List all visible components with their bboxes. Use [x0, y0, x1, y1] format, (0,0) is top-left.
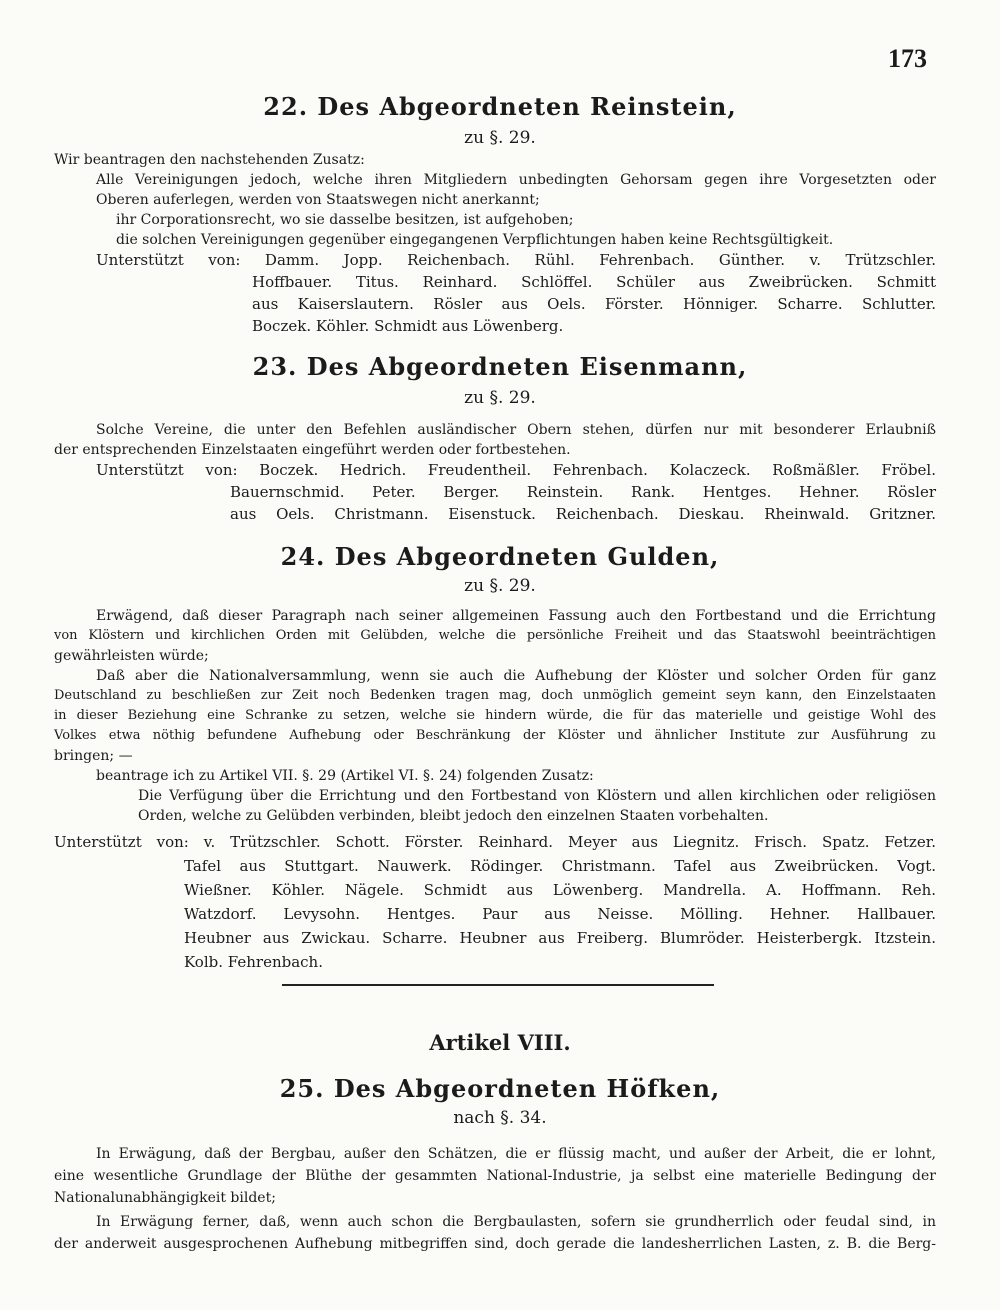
text-line: In Erwägung ferner, daß, wenn auch schon die Bergbaulasten, sofern sie grundherrlich oder feudal sind, in	[96, 1214, 936, 1230]
support-line: Kolb. Fehrenbach.	[184, 953, 323, 971]
text-line: die solchen Vereinigungen gegenüber eingegangenen Verpflichtungen haben keine Rechtsgültigkeit.	[116, 232, 834, 248]
article-heading: Artikel VIII.	[429, 1030, 571, 1055]
text-line: In Erwägung, daß der Bergbau, außer den Schätzen, die er flüssig macht, und außer der Arbeit, die er lohnt,	[96, 1146, 936, 1162]
text-line: Deutschland zu beschließen zur Zeit noch Bedenken tragen mag, doch unmöglich gemeint seyn kann, den Einzelstaaten	[54, 688, 936, 703]
intro-reinstein: Wir beantragen den nachstehenden Zusatz:	[54, 152, 365, 168]
heading-reinstein: 22. Des Abgeordneten Reinstein,	[263, 92, 737, 121]
support-line: Heubner aus Zwickau. Scharre. Heubner aus Freiberg. Blumröder. Heisterbergk. Itzstein.	[184, 929, 936, 947]
text-line: Volkes etwa nöthig befundene Aufhebung oder Beschränkung der Klöster und ähnlicher Institute zur Ausführung zu	[54, 728, 936, 743]
text-line: Alle Vereinigungen jedoch, welche ihren Mitgliedern unbedingten Gehorsam gegen ihre Vorgesetzten oder	[96, 172, 936, 188]
support-line: Unterstützt von: Boczek. Hedrich. Freudentheil. Fehrenbach. Kolaczeck. Roßmäßler. Fröbel.	[96, 461, 936, 479]
text-line: gewährleisten würde;	[54, 648, 209, 664]
text-line: Orden, welche zu Gelübden verbinden, bleibt jedoch den einzelnen Staaten vorbehalten.	[138, 808, 769, 824]
support-line: Wießner. Köhler. Nägele. Schmidt aus Löwenberg. Mandrella. A. Hoffmann. Reh.	[184, 881, 936, 899]
support-line: Bauernschmid. Peter. Berger. Reinstein. Rank. Hentges. Hehner. Rösler	[230, 483, 936, 501]
text-line: Erwägend, daß dieser Paragraph nach seiner allgemeinen Fassung auch den Fortbestand und die Errichtung	[96, 608, 936, 624]
text-line: beantrage ich zu Artikel VII. §. 29 (Artikel VI. §. 24) folgenden Zusatz:	[96, 768, 594, 784]
text-line: der anderweit ausgesprochenen Aufhebung mitbegriffen sind, doch gerade die landesherrlichen Lasten, z. B. die Berg-	[54, 1236, 936, 1252]
text-line: Solche Vereine, die unter den Befehlen ausländischer Obern stehen, dürfen nur mit besonderer Erlaubniß	[96, 422, 936, 438]
support-line: aus Kaiserslautern. Rösler aus Oels. Förster. Hönniger. Scharre. Schlutter.	[252, 295, 936, 313]
text-line: Daß aber die Nationalversammlung, wenn sie auch die Aufhebung der Klöster und solcher Orden für ganz	[96, 668, 936, 684]
section-divider	[282, 984, 714, 986]
text-line: in dieser Beziehung eine Schranke zu setzen, welche sie hindern würde, die für das materielle und geistige Wohl des	[54, 708, 936, 723]
page-number: 173	[888, 44, 927, 73]
text-line: der entsprechenden Einzelstaaten eingeführt werden oder fortbestehen.	[54, 442, 571, 458]
text-line: von Klöstern und kirchlichen Orden mit Gelübden, welche die persönliche Freiheit und das Staatswohl beeinträchtigen	[54, 628, 936, 643]
support-line: Tafel aus Stuttgart. Nauwerk. Rödinger. Christmann. Tafel aus Zweibrücken. Vogt.	[184, 857, 936, 875]
support-line: Hoffbauer. Titus. Reinhard. Schlöffel. Schüler aus Zweibrücken. Schmitt	[252, 273, 936, 291]
support-line: Boczek. Köhler. Schmidt aus Löwenberg.	[252, 317, 564, 335]
heading-eisenmann: 23. Des Abgeordneten Eisenmann,	[252, 352, 748, 381]
heading-hoefken: 25. Des Abgeordneten Höfken,	[279, 1074, 721, 1103]
subheading-reinstein: zu §. 29.	[464, 128, 536, 148]
text-line: Nationalunabhängigkeit bildet;	[54, 1190, 276, 1206]
support-line: aus Oels. Christmann. Eisenstuck. Reichenbach. Dieskau. Rheinwald. Gritzner.	[230, 505, 936, 523]
text-line: bringen; —	[54, 748, 133, 764]
text-line: Die Verfügung über die Errichtung und den Fortbestand von Klöstern und allen kirchlichen oder religiösen	[138, 788, 936, 804]
support-line: Unterstützt von: Damm. Jopp. Reichenbach. Rühl. Fehrenbach. Günther. v. Trützschler.	[96, 251, 936, 269]
text-line: ihr Corporationsrecht, wo sie dasselbe besitzen, ist aufgehoben;	[116, 212, 574, 228]
support-line: Watzdorf. Levysohn. Hentges. Paur aus Neisse. Mölling. Hehner. Hallbauer.	[184, 905, 936, 923]
text-line: eine wesentliche Grundlage der Blüthe der gesammten National-Industrie, ja selbst eine materielle Bedingung der	[54, 1168, 936, 1184]
support-line: Unterstützt von: v. Trützschler. Schott. Förster. Reinhard. Meyer aus Liegnitz. Frisch. Spatz. Fetzer.	[54, 833, 936, 851]
subheading-gulden: zu §. 29.	[464, 576, 536, 596]
subheading-hoefken: nach §. 34.	[453, 1108, 547, 1128]
subheading-eisenmann: zu §. 29.	[464, 388, 536, 408]
text-line: Oberen auferlegen, werden von Staatswegen nicht anerkannt;	[96, 192, 540, 208]
heading-gulden: 24. Des Abgeordneten Gulden,	[280, 542, 720, 571]
